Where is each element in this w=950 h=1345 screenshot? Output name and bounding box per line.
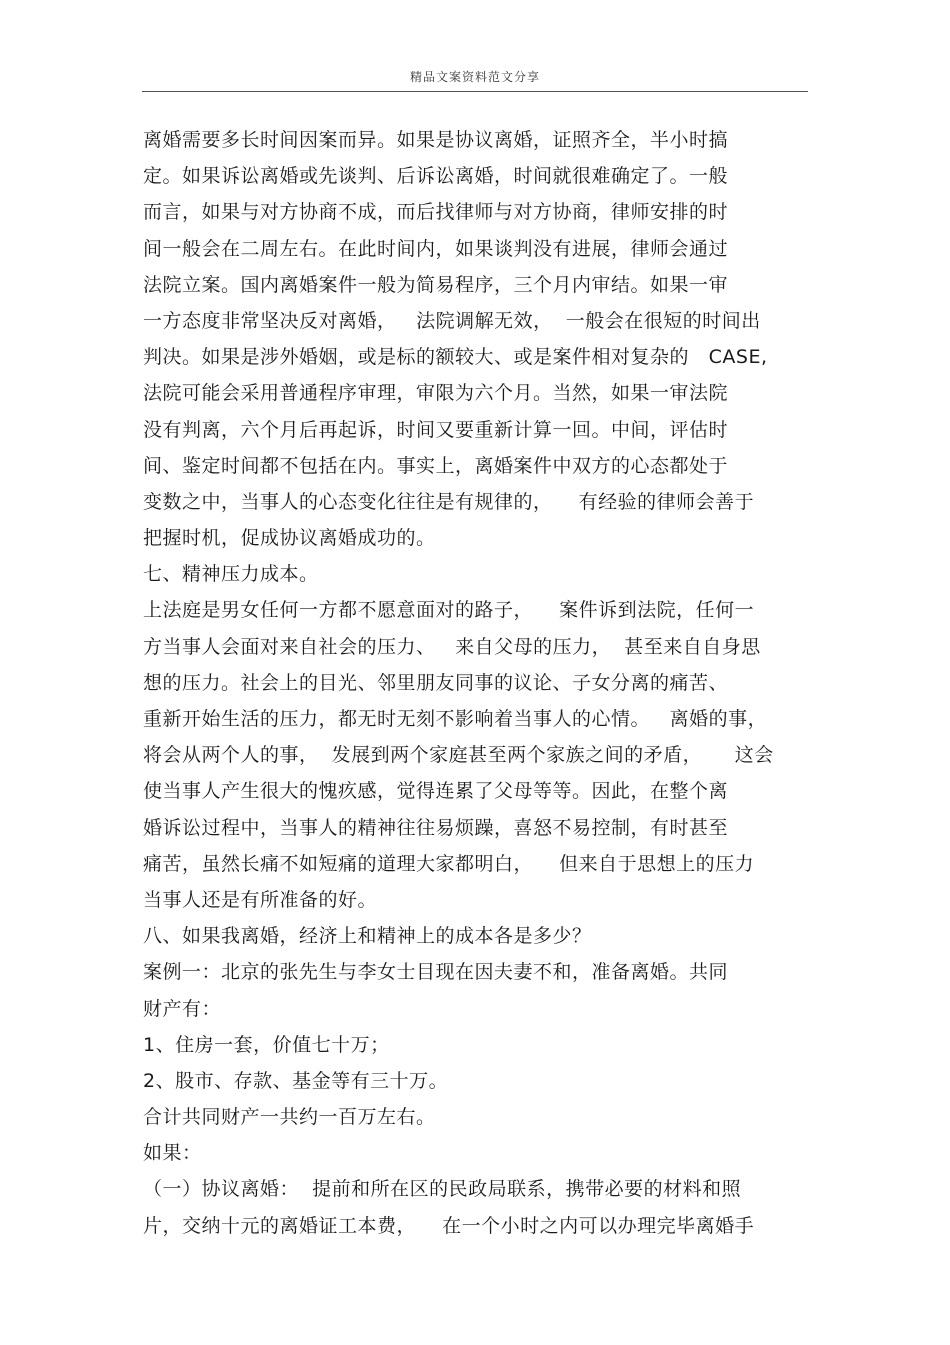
section-heading: 七、精神压力成本。 xyxy=(143,563,319,586)
text-line: 间、鉴定时间都不包括在内。事实上，离婚案件中双方的心态都处于 xyxy=(143,454,729,477)
text-line: 婚诉讼过程中，当事人的精神往往易烦躁，喜怒不易控制，有时甚至 xyxy=(143,816,729,839)
text-line: 片，交纳十元的离婚证工本费， 在一个小时之内可以办理完毕离婚手 xyxy=(143,1214,755,1237)
text-line: 一方态度非常坚决反对离婚， 法院调解无效， 一般会在很短的时间出 xyxy=(143,309,761,332)
text-line: 痛苦，虽然长痛不如短痛的道理大家都明白， 但来自于思想上的压力 xyxy=(143,852,755,875)
text-line: 方当事人会面对来自社会的压力、 来自父母的压力， 甚至来自自身思 xyxy=(143,635,761,658)
text-line: 上法庭是男女任何一方都不愿意面对的路子， 案件诉到法院，任何一 xyxy=(143,599,755,622)
list-item: 1、住房一套，价值七十万； xyxy=(143,1033,390,1056)
header-divider xyxy=(142,91,808,92)
text-line: 如果： xyxy=(143,1142,202,1165)
section-heading: 八、如果我离婚，经济上和精神上的成本各是多少？ xyxy=(143,925,592,948)
text-line: 案例一：北京的张先生与李女士目现在因夫妻不和，准备离婚。共同 xyxy=(143,961,729,984)
text-line: 判决。如果是涉外婚姻，或是标的额较大、或是案件相对复杂的 CASE, xyxy=(143,346,768,369)
page-header-title: 精品文案资料范文分享 xyxy=(409,70,540,84)
text-line: 间一般会在二周左右。在此时间内，如果谈判没有进展，律师会通过 xyxy=(143,237,729,260)
text-line: 离婚需要多长时间因案而异。如果是协议离婚，证照齐全，半小时搞 xyxy=(143,129,729,151)
text-line: 把握时机，促成协议离婚成功的。 xyxy=(143,527,436,550)
text-line: 定。如果诉讼离婚或先谈判、后诉讼离婚，时间就很难确定了。一般 xyxy=(143,165,729,188)
list-item: 2、股市、存款、基金等有三十万。 xyxy=(143,1069,449,1092)
text-line: （一）协议离婚： 提前和所在区的民政局联系，携带必要的材料和照 xyxy=(143,1178,742,1201)
text-line: 使当事人产生很大的愧疚感，觉得连累了父母等等。因此，在整个离 xyxy=(143,780,729,803)
text-line: 想的压力。社会上的目光、邻里朋友同事的议论、子女分离的痛苦、 xyxy=(143,671,729,694)
text-line: 法院立案。国内离婚案件一般为简易程序，三个月内审结。如果一审 xyxy=(143,273,729,296)
text-line: 重新开始生活的压力，都无时无刻不影响着当事人的心情。 离婚的事， xyxy=(143,708,768,730)
text-line: 当事人还是有所准备的好。 xyxy=(143,888,378,911)
document-body xyxy=(143,127,813,1249)
text-line: 财产有： xyxy=(143,997,222,1020)
text-line: 法院可能会采用普通程序审理，审限为六个月。当然，如果一审法院 xyxy=(143,382,729,405)
text-line: 变数之中，当事人的心态变化往往是有规律的， 有经验的律师会善于 xyxy=(143,490,755,513)
text-line: 没有判离，六个月后再起诉，时间又要重新计算一回。中间，评估时 xyxy=(143,418,729,441)
text-line: 而言，如果与对方协商不成，而后找律师与对方协商，律师安排的时 xyxy=(143,201,729,224)
text-line: 将会从两个人的事， 发展到两个家庭甚至两个家族之间的矛盾， 这会 xyxy=(143,744,774,767)
text-line: 合计共同财产一共约一百万左右。 xyxy=(143,1106,436,1129)
